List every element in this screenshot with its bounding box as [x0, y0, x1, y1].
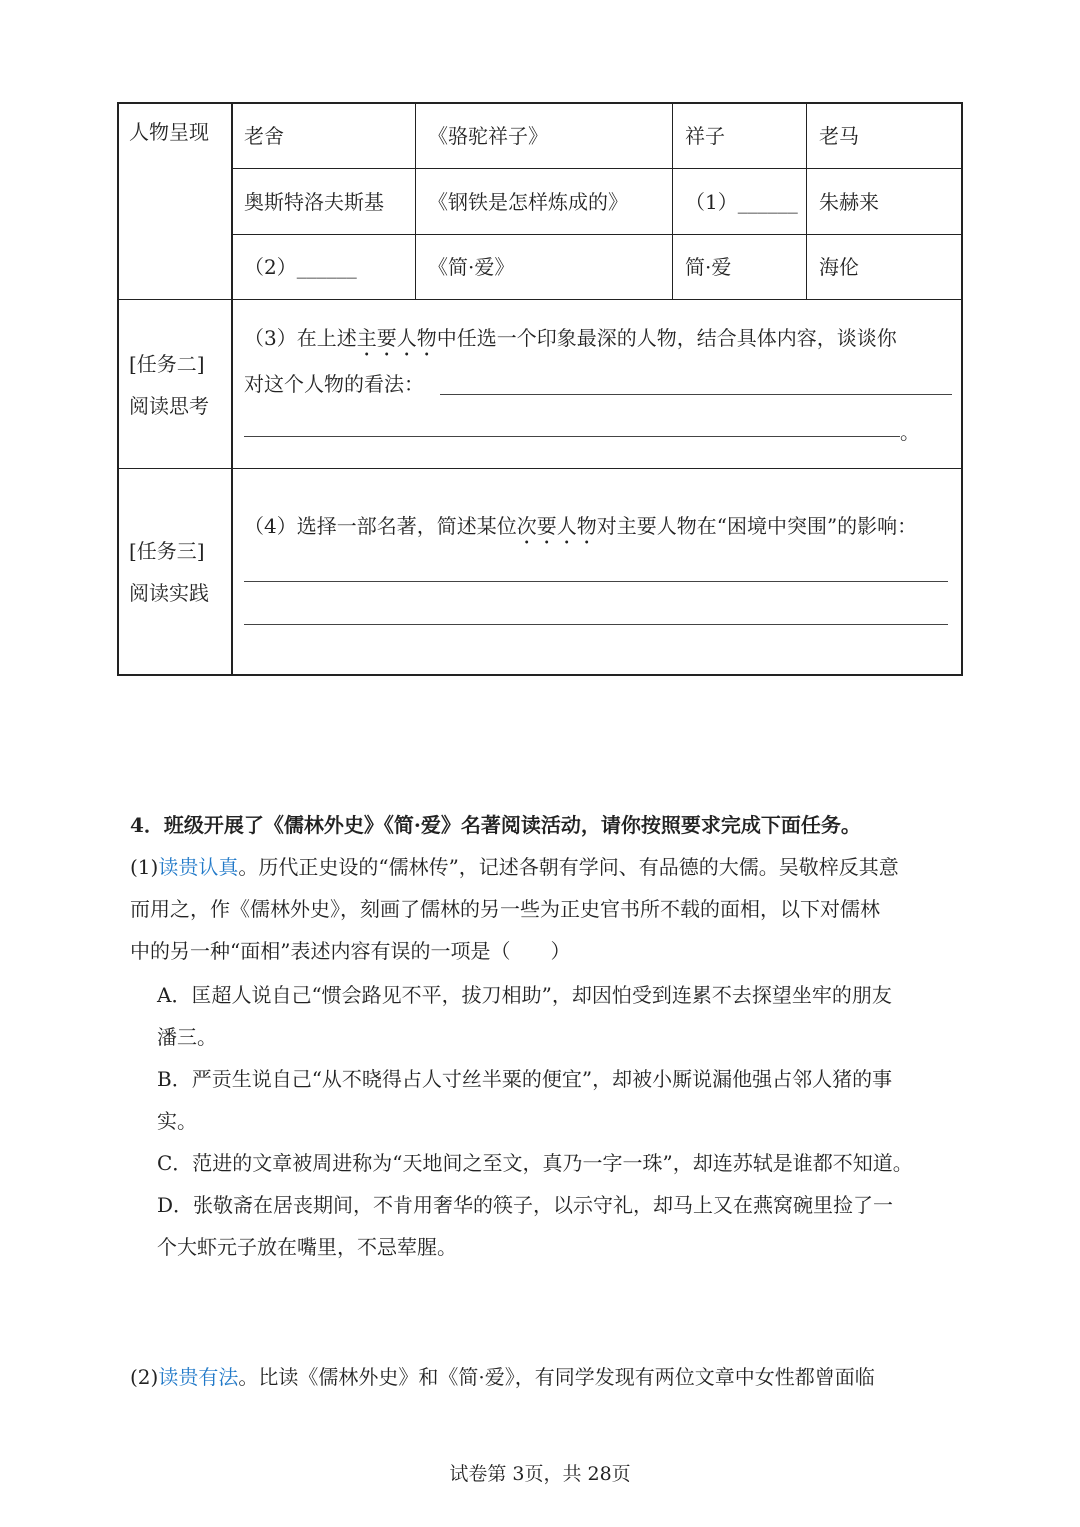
- table-cell-author: 老舍: [244, 124, 284, 148]
- row-header-characters: 人物呈现: [129, 120, 209, 144]
- option-d-cont: 个大虾元子放在嘴里，不忌荤腥。: [157, 1235, 457, 1259]
- option-c[interactable]: C．范进的文章被周进称为“天地间之至文，真乃一字一珠”，却连苏轼是谁都不知道。: [157, 1151, 913, 1175]
- table-cell-book: 《钢铁是怎样炼成的》: [428, 190, 628, 214]
- part2-number: (2): [130, 1365, 159, 1389]
- task2-label: [任务二]: [129, 352, 205, 376]
- task3-label: [任务三]: [129, 539, 205, 563]
- table-cell-author: 奥斯特洛夫斯基: [244, 190, 384, 214]
- task2-prompt-after: 中任选一个印象最深的人物，结合具体内容，谈谈你: [436, 326, 897, 350]
- task3-prompt-after: 对主要人物在“困境中突围”的影响：: [596, 514, 918, 538]
- option-a[interactable]: A．匡超人说自己“惯会路见不平，拔刀相助”，却因怕受到连累不去探望坐牢的朋友: [157, 983, 892, 1007]
- task3-prompt-before: （4）选择一部名著，简述某位: [244, 514, 517, 538]
- question4-part1: [130, 846, 952, 972]
- task2-sublabel: 阅读思考: [129, 394, 209, 418]
- option-b-cont: 实。: [157, 1109, 197, 1133]
- part2-text: 。比读《儒林外史》和《简·爱》，有同学发现有两位文章中女性都曾面临: [238, 1365, 875, 1389]
- table-cell-protagonist: 祥子: [685, 124, 725, 148]
- task2-prompt-line2: 对这个人物的看法：: [244, 372, 424, 396]
- part1-highlight: 读贵认真: [158, 855, 239, 879]
- task3-prompt: [244, 512, 917, 549]
- page-footer: 试卷第 3页，共 28页: [449, 1463, 631, 1485]
- table-cell-secondary: 朱赫来: [819, 190, 879, 214]
- task2-answer-line[interactable]: [440, 394, 952, 395]
- part1-text-line1: 。历代正史设的“儒林传”，记述各朝有学问、有品德的大儒。吴敬梓反其意: [238, 855, 899, 879]
- question4-heading: 4．班级开展了《儒林外史》《简·爱》名著阅读活动，请你按照要求完成下面任务。: [130, 813, 861, 837]
- part1-number: (1): [130, 855, 159, 879]
- task3-prompt-emphasis: 次要人物: [516, 514, 597, 538]
- part2-highlight: 读贵有法: [158, 1365, 239, 1389]
- option-a-cont: 潘三。: [157, 1025, 217, 1049]
- table-cell-secondary: 老马: [819, 124, 859, 148]
- table-cell-secondary: 海伦: [819, 255, 859, 279]
- option-list: [157, 974, 957, 1268]
- blank-answer-1[interactable]: （1）______: [685, 190, 798, 214]
- blank-answer-2[interactable]: （2）______: [244, 255, 357, 279]
- option-d[interactable]: D．张敬斋在居丧期间，不肯用奢华的筷子，以示守礼，却马上又在燕窝碗里捡了一: [157, 1193, 894, 1217]
- task2-end-mark: 。: [900, 420, 920, 444]
- task2-prompt: [244, 324, 897, 361]
- task2-prompt-emphasis: 主要人物: [356, 326, 437, 350]
- question4-part2: [130, 1356, 875, 1398]
- task2-answer-line[interactable]: [244, 436, 900, 437]
- part1-text-line2: 而用之，作《儒林外史》，刻画了儒林的另一些为正史官书所不载的面相，以下对儒林: [130, 897, 880, 921]
- task3-answer-line[interactable]: [244, 581, 948, 582]
- task3-sublabel: 阅读实践: [129, 581, 209, 605]
- task3-answer-line[interactable]: [244, 624, 948, 625]
- table-cell-book: 《简·爱》: [428, 255, 515, 279]
- table-cell-protagonist: 简·爱: [685, 255, 732, 279]
- part1-text-line3: 中的另一种“面相”表述内容有误的一项是（ ）: [130, 939, 571, 963]
- table-cell-book: 《骆驼祥子》: [428, 124, 548, 148]
- task2-prompt-before: （3）在上述: [244, 326, 357, 350]
- option-b[interactable]: B．严贡生说自己“从不晓得占人寸丝半粟的便宜”，却被小厮说漏他强占邻人猪的事: [157, 1067, 893, 1091]
